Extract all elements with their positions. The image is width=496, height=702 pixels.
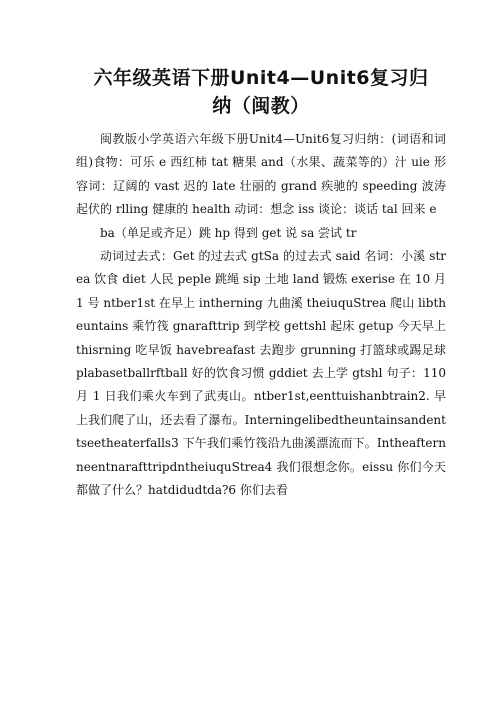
title-line-2: 纳（闽教） <box>212 95 310 117</box>
document-title <box>76 64 446 120</box>
paragraph: ba（单足或齐足）跳 hp 得到 get 说 sa 尝试 tr <box>100 225 357 240</box>
document-body <box>76 128 446 503</box>
paragraph: 闽教版小学英语六年级下册Unit4—Unit6复习归纳：(词语和词组)食物：可乐 e 西红柿 tat 糖果 and（水果、蔬菜等的）汁 uie 形容词：辽阔的 vast 迟的 late 壮丽的 grand 疾驰的 speeding 波涛起伏的 rlling 健康的 health 动词：想念 iss 谈论：谈话 tal 回来 e <box>76 132 446 217</box>
paragraph: 动词过去式：Get 的过去式 gtSa 的过去式 said 名词：小溪 strea 饮食 diet 人民 peple 跳绳 sip 土地 land 锻炼 exerise 在 10 月 1 号 ntber1st 在早上 intherning 九曲溪 theiuquStrea 爬山 libtheuntains 乘竹筏 gnarafttrip 到学校 gettshl 起床 getup 今天早上 thisrning 吃早饭 havebreafast 去跑步 grunning 打篮球或踢足球 plabasetballrftball 好的饮食习惯 gddiet 去上学 gtshl 句子：110 月 1 日我们乘火车到了武夷山。ntber1st,eenttuishanbtrain2. 早上我们爬了山，还去看了瀑布。Interningelibedtheuntainsandenttseetheaterfalls3 下午我们乘竹筏沿九曲溪漂流而下。IntheafternneentnarafttripdntheiuquStrea4 我们很想念你。eissu 你们今天都做了什么？hatdidudtda?6 你们去看 <box>76 249 446 498</box>
title-line-1: 六年级英语下册Unit4—Unit6复习归 <box>93 67 429 89</box>
